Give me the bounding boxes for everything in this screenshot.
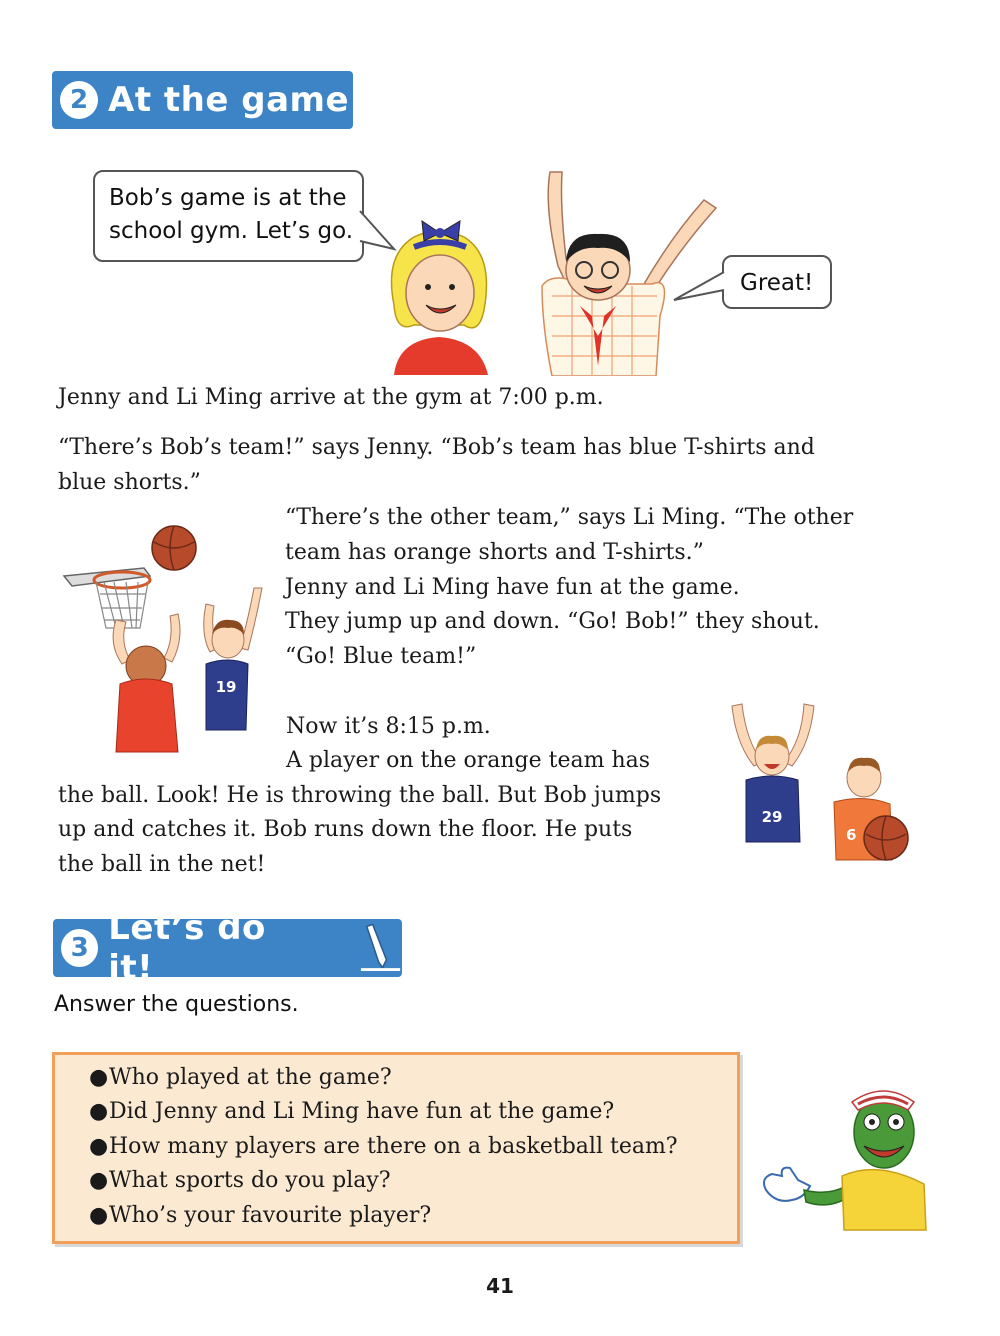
jenny-speech-line-2: school gym. Let’s go.	[109, 218, 354, 244]
li-ming-bubble-tail	[672, 270, 726, 304]
section-3-title: Let’s do it!	[108, 908, 266, 988]
instruction-text: Answer the questions.	[54, 992, 299, 1017]
story-line-bob-team-2: blue shorts.”	[58, 470, 201, 495]
story-line-go-blue: “Go! Blue team!”	[285, 644, 477, 669]
story-line-fun: Jenny and Li Ming have fun at the game.	[285, 575, 740, 600]
li-ming-speech-text: Great!	[740, 270, 814, 296]
jersey-number-orange: 6	[846, 826, 857, 844]
dinosaur-mascot-illustration	[758, 1080, 934, 1232]
section-2-number: 2	[60, 81, 98, 119]
question-item: ●How many players are there on a basketball team?	[89, 1134, 678, 1159]
story-line-other-team-2: team has orange shorts and T-shirts.”	[285, 540, 704, 565]
story-line-jump: They jump up and down. “Go! Bob!” they shout.	[285, 609, 820, 634]
question-item: ●Who played at the game?	[89, 1065, 392, 1090]
basketball-players-illustration	[60, 524, 280, 754]
jenny-speech-bubble	[93, 170, 364, 262]
section-2-header	[52, 71, 353, 129]
jenny-illustration	[384, 215, 494, 375]
story-line-time: Now it’s 8:15 p.m.	[286, 714, 491, 739]
story-line-catches: up and catches it. Bob runs down the floor. He puts	[58, 817, 633, 842]
li-ming-speech-bubble	[722, 255, 832, 309]
story-line-bob-team-1: “There’s Bob’s team!” says Jenny. “Bob’s team has blue T-shirts and	[58, 435, 815, 460]
jersey-number-right: 29	[761, 808, 783, 826]
section-3-header	[53, 908, 402, 988]
questions-box	[52, 1052, 740, 1244]
question-item: ●What sports do you play?	[89, 1168, 391, 1193]
story-line-throwing: the ball. Look! He is throwing the ball. But Bob jumps	[58, 783, 662, 808]
pencil-icon	[357, 922, 402, 974]
jersey-number-left: 19	[215, 678, 237, 696]
section-2-title: At the game	[108, 80, 350, 120]
question-item: ●Who’s your favourite player?	[89, 1203, 432, 1228]
story-line-other-team-1: “There’s the other team,” says Li Ming. “The other	[285, 505, 854, 530]
jenny-speech-line-1: Bob’s game is at the	[109, 185, 347, 211]
story-line-player-orange: A player on the orange team has	[286, 748, 651, 773]
page-number: 41	[486, 1274, 514, 1298]
question-item: ●Did Jenny and Li Ming have fun at the game?	[89, 1099, 615, 1124]
story-line-net: the ball in the net!	[58, 852, 266, 877]
section-3-number: 3	[61, 929, 98, 967]
cheering-players-illustration	[718, 694, 914, 870]
story-line-arrival: Jenny and Li Ming arrive at the gym at 7:00 p.m.	[58, 385, 604, 410]
